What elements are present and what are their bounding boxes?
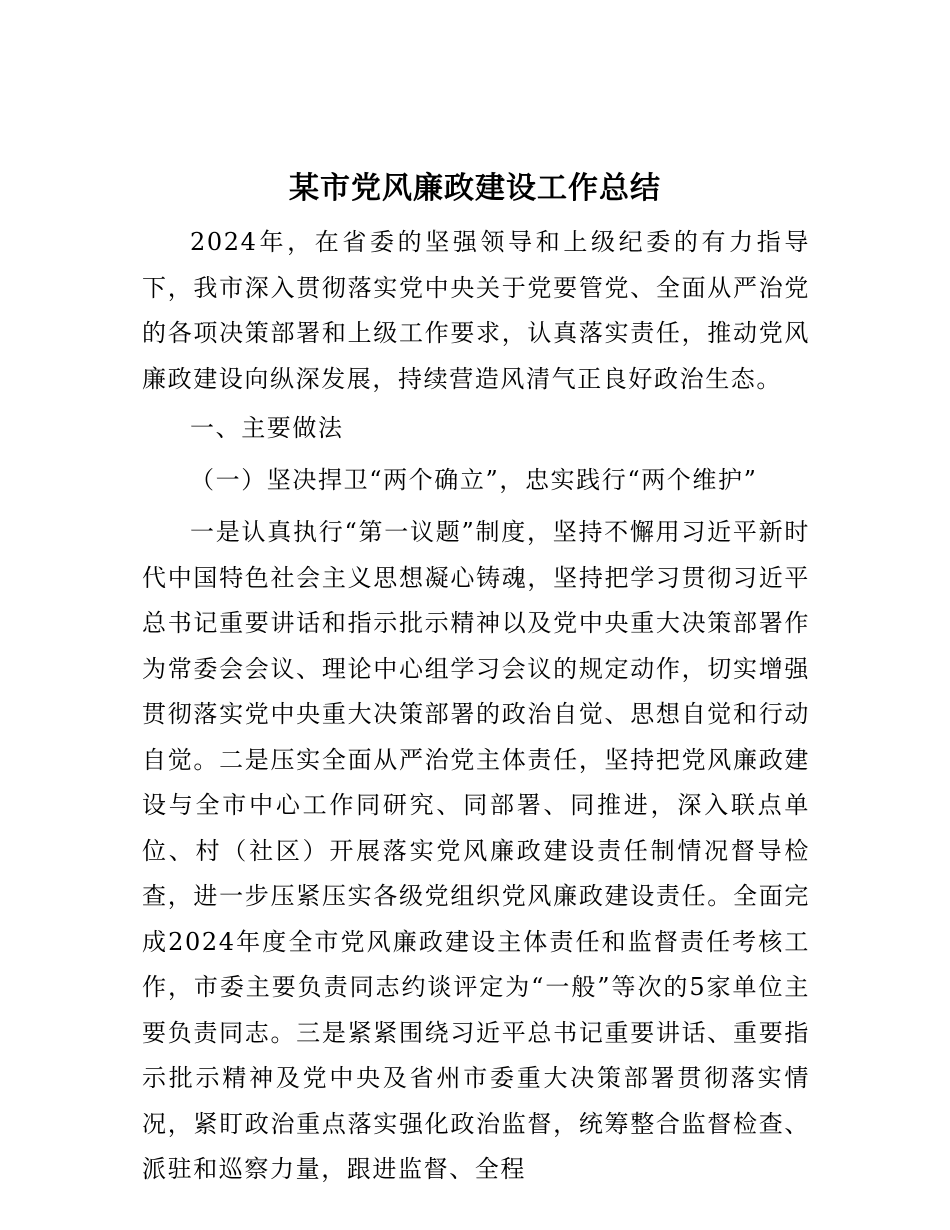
subsection-heading-1: （一）坚决捍卫“两个确立”，忠实践行“两个维护” xyxy=(190,466,758,494)
document-title: 某市党风廉政建设工作总结 xyxy=(289,171,661,206)
intro-paragraph: 2024年，在省委的坚强领导和上级纪委的有力指导下，我市深入贯彻落实党中央关于党要管党、全面从严治党的各项决策部署和上级工作要求，认真落实责任，推动党风廉政建设向纵深发展，持续营造风清气正良好政治生态。 xyxy=(142,228,810,393)
section-heading-main-practices: 一、主要做法 xyxy=(190,414,344,442)
body-paragraph-1: 一是认真执行“第一议题”制度，坚持不懈用习近平新时代中国特色社会主义思想凝心铸魂，坚持把学习贯彻习近平总书记重要讲话和指示批示精神以及党中央重大决策部署作为常委会会议、理论中心组学习会议的规定动作，切实增强贯彻落实党中央重大决策部署的政治自觉、思想自觉和行动自觉。二是压实全面从严治党主体责任，坚持把党风廉政建设与全市中心工作同研究、同部署、同推进，深入联点单位、村（社区）开展落实党风廉政建设责任制情况督导检查，进一步压紧压实各级党组织党风廉政建设责任。全面完成2024年度全市党风廉政建设主体责任和监督责任考核工作，市委主要负责同志约谈评定为“一般”等次的5家单位主要负责同志。三是紧紧围绕习近平总书记重要讲话、重要指示批示精神及党中央及省州市委重大决策部署贯彻落实情况，紧盯政治重点落实强化政治监督，统筹整合监督检查、派驻和巡察力量，跟进监督、全程 xyxy=(142,518,810,1183)
